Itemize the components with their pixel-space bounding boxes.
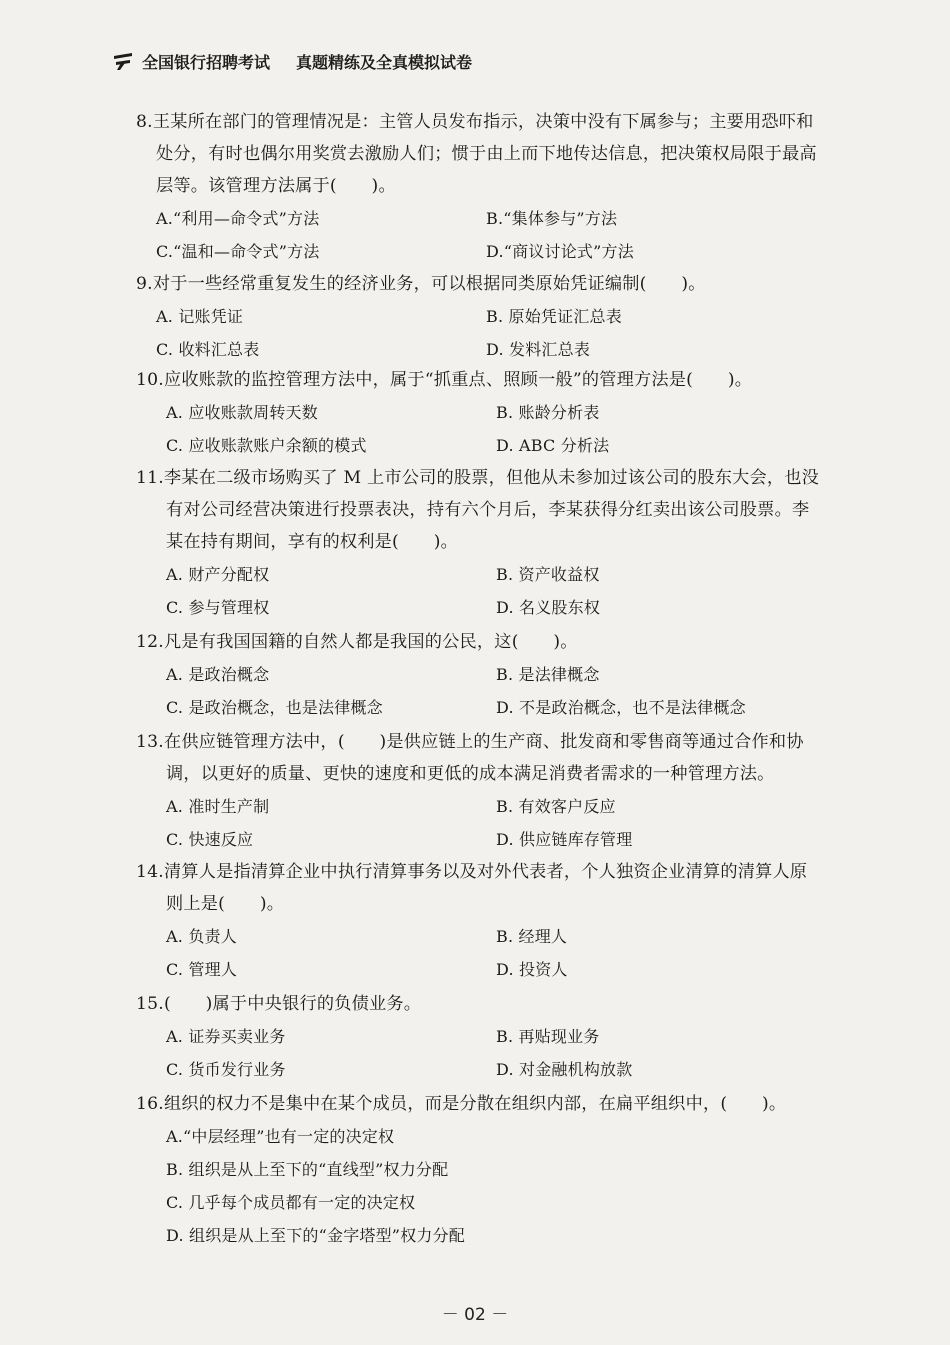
- option-a[interactable]: A. 记账凭证: [156, 307, 244, 326]
- question-9: [136, 268, 836, 366]
- options: [136, 396, 836, 462]
- option-d[interactable]: D. ABC 分析法: [496, 436, 610, 455]
- options: [136, 202, 836, 268]
- options: [136, 920, 836, 986]
- option-a[interactable]: A. 负责人: [166, 927, 237, 946]
- option-d[interactable]: D. 投资人: [496, 960, 568, 979]
- question-11: [136, 462, 836, 624]
- question-stem: 14.清算人是指清算企业中执行清算事务以及对外代表者，个人独资企业清算的清算人原 则上是( )。: [136, 862, 808, 914]
- option-d[interactable]: D. 发料汇总表: [486, 340, 591, 359]
- options: [136, 790, 836, 856]
- question-stem: 13.在供应链管理方法中，( )是供应链上的生产商、批发商和零售商等通过合作和协 调，以更好的质量、更快的速度和更低的成本满足消费者需求的一种管理方法。: [136, 732, 804, 784]
- options: [136, 658, 836, 724]
- option-a[interactable]: A. 准时生产制: [166, 797, 270, 816]
- question-13: [136, 726, 836, 856]
- option-a[interactable]: A.“中层经理”也有一定的决定权: [166, 1127, 395, 1146]
- option-c[interactable]: C. 快速反应: [166, 830, 254, 849]
- question-stem: 10.应收账款的监控管理方法中，属于“抓重点、照顾一般”的管理方法是( )。: [136, 370, 753, 390]
- option-b[interactable]: B. 资产收益权: [496, 565, 600, 584]
- publisher-logo-icon: [112, 52, 134, 70]
- option-a[interactable]: A. 证券买卖业务: [166, 1027, 286, 1046]
- option-c[interactable]: C. 管理人: [166, 960, 238, 979]
- running-header: [112, 48, 472, 74]
- header-title: 全国银行招聘考试: [142, 52, 271, 72]
- option-c[interactable]: C. 几乎每个成员都有一定的决定权: [166, 1193, 416, 1212]
- question-stem: 9.对于一些经常重复发生的经济业务，可以根据同类原始凭证编制( )。: [136, 274, 706, 294]
- question-15: [136, 988, 836, 1086]
- option-b[interactable]: B.“集体参与”方法: [486, 209, 618, 228]
- header-subtitle: 真题精练及全真模拟试卷: [296, 52, 473, 72]
- options: [136, 1120, 836, 1252]
- option-d[interactable]: D. 名义股东权: [496, 598, 601, 617]
- option-d[interactable]: D. 组织是从上至下的“金字塔型”权力分配: [166, 1226, 465, 1245]
- option-a[interactable]: A. 是政治概念: [166, 665, 270, 684]
- option-d[interactable]: D. 对金融机构放款: [496, 1060, 633, 1079]
- option-b[interactable]: B. 有效客户反应: [496, 797, 616, 816]
- option-c[interactable]: C. 应收账款账户余额的模式: [166, 436, 367, 455]
- options: [136, 300, 836, 366]
- question-stem: 12.凡是有我国国籍的自然人都是我国的公民，这( )。: [136, 632, 578, 652]
- question-stem: 15.( )属于中央银行的负债业务。: [136, 994, 422, 1014]
- option-c[interactable]: C.“温和—命令式”方法: [156, 242, 320, 261]
- option-b[interactable]: B. 组织是从上至下的“直线型”权力分配: [166, 1160, 449, 1179]
- option-d[interactable]: D. 供应链库存管理: [496, 830, 633, 849]
- option-b[interactable]: B. 账龄分析表: [496, 403, 600, 422]
- option-b[interactable]: B. 原始凭证汇总表: [486, 307, 622, 326]
- options: [136, 1020, 836, 1086]
- question-stem: 8.王某所在部门的管理情况是：主管人员发布指示，决策中没有下属参与；主要用恐吓和 处分，有时也偶尔用奖赏去激励人们；惯于由上而下地传达信息，把决策权局限于最高 层等。该管理方法属于( )。: [136, 112, 817, 196]
- option-a[interactable]: A.“利用—命令式”方法: [156, 209, 320, 228]
- option-c[interactable]: C. 参与管理权: [166, 598, 270, 617]
- question-stem: 11.李某在二级市场购买了 M 上市公司的股票，但他从未参加过该公司的股东大会，也没 有对公司经营决策进行投票表决，持有六个月后，李某获得分红卖出该公司股票。李 某在持有期间，享有的权利是( )。: [136, 468, 820, 552]
- option-c[interactable]: C. 是政治概念，也是法律概念: [166, 698, 383, 717]
- question-10: [136, 364, 836, 462]
- option-a[interactable]: A. 财产分配权: [166, 565, 270, 584]
- question-12: [136, 626, 836, 724]
- page-number: － 02 －: [441, 1305, 509, 1325]
- option-b[interactable]: B. 再贴现业务: [496, 1027, 600, 1046]
- option-b[interactable]: B. 是法律概念: [496, 665, 600, 684]
- option-a[interactable]: A. 应收账款周转天数: [166, 403, 318, 422]
- option-d[interactable]: D. 不是政治概念，也不是法律概念: [496, 698, 746, 717]
- question-8: [136, 106, 836, 268]
- option-c[interactable]: C. 收料汇总表: [156, 340, 260, 359]
- question-stem: 16.组织的权力不是集中在某个成员，而是分散在组织内部，在扁平组织中，( )。: [136, 1094, 787, 1114]
- option-d[interactable]: D.“商议讨论式”方法: [486, 242, 634, 261]
- option-c[interactable]: C. 货币发行业务: [166, 1060, 286, 1079]
- question-16: [136, 1088, 836, 1252]
- options: [136, 558, 836, 624]
- option-b[interactable]: B. 经理人: [496, 927, 568, 946]
- question-14: [136, 856, 836, 986]
